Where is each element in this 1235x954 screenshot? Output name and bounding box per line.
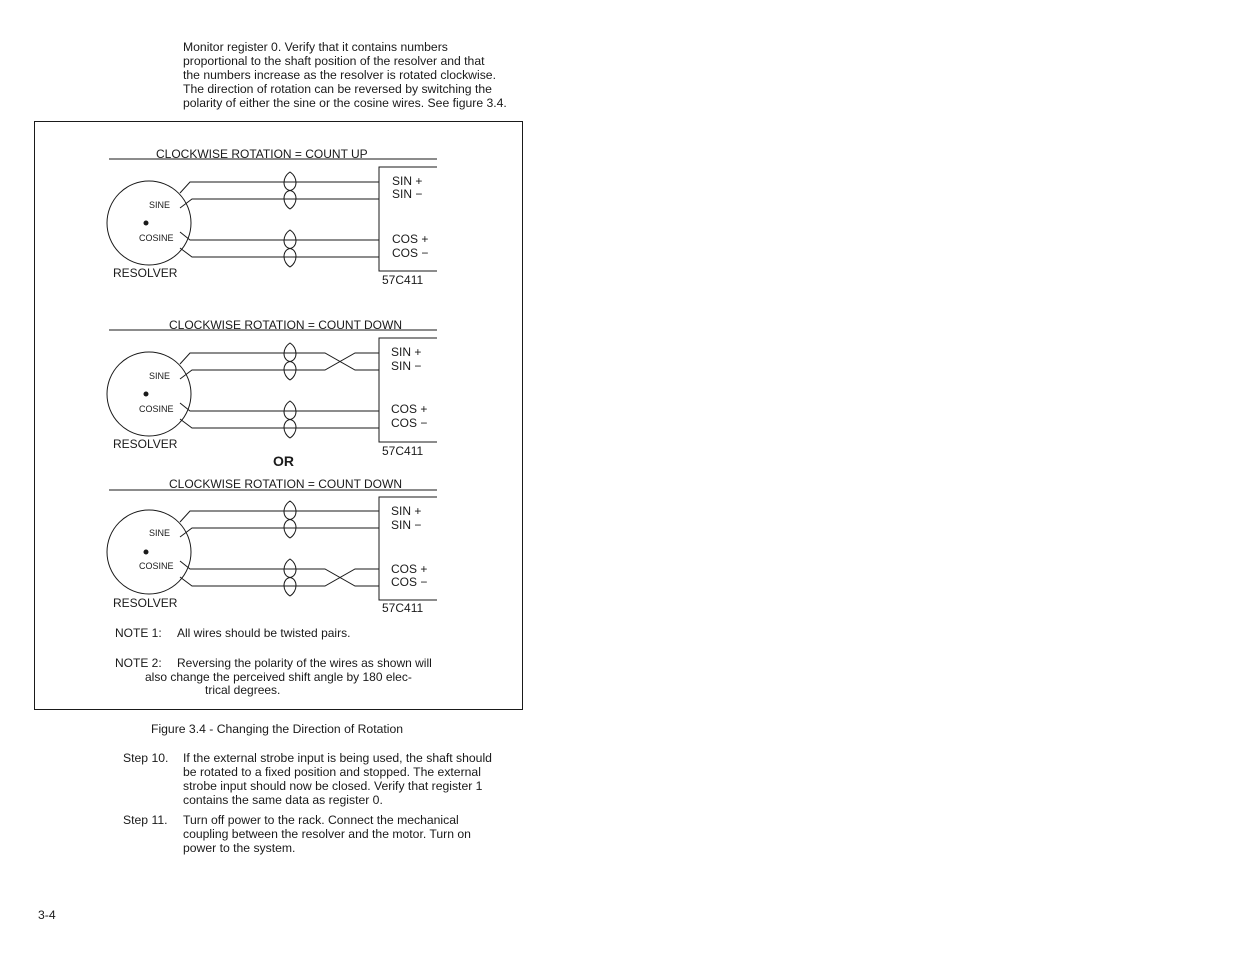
- panel-count-down-cosine: [107, 477, 437, 615]
- panel-heading: CLOCKWISE ROTATION = COUNT DOWN: [169, 477, 403, 491]
- module-label: 57C411: [382, 444, 424, 458]
- resolver-label: RESOLVER: [113, 596, 178, 610]
- sin-minus-label: SIN −: [391, 518, 422, 532]
- step-line: If the external strobe input is being used, the shaft should: [183, 751, 492, 765]
- sine-wires-crossed: [180, 353, 379, 379]
- shaft-dot: [144, 392, 149, 397]
- note2-label: NOTE 2:: [115, 656, 162, 670]
- cosine-label: COSINE: [139, 404, 174, 414]
- page-number: 3-4: [38, 908, 56, 922]
- module-label: 57C411: [382, 273, 424, 287]
- sine-wires: [180, 182, 379, 208]
- intro-paragraph: [183, 40, 523, 110]
- cos-minus-label: COS −: [391, 416, 428, 430]
- sine-wires: [180, 511, 379, 537]
- note2-line: also change the perceived shift angle by 180 elec-: [145, 670, 412, 684]
- sin-plus-label: SIN +: [391, 504, 422, 518]
- note1-label: NOTE 1:: [115, 626, 162, 640]
- twist-symbol: [284, 559, 296, 596]
- twist-symbol: [284, 343, 296, 380]
- panel-count-up: [107, 147, 437, 287]
- cos-minus-label: COS −: [392, 246, 429, 260]
- intro-line: polarity of either the sine or the cosine wires. See figure 3.4.: [183, 96, 507, 110]
- cos-plus-label: COS +: [392, 232, 429, 246]
- shaft-dot: [144, 550, 149, 555]
- panel-heading: CLOCKWISE ROTATION = COUNT DOWN: [169, 318, 403, 332]
- note2-line: Reversing the polarity of the wires as shown will: [177, 656, 432, 670]
- intro-line: the numbers increase as the resolver is rotated clockwise.: [183, 68, 496, 82]
- cosine-wires: [180, 403, 379, 428]
- panel-count-down-sine: [107, 318, 437, 458]
- step-line: be rotated to a fixed position and stopped. The external: [183, 765, 481, 779]
- cosine-label: COSINE: [139, 233, 174, 243]
- step-line: power to the system.: [183, 841, 296, 855]
- twist-symbol: [284, 230, 296, 267]
- cos-plus-label: COS +: [391, 562, 428, 576]
- intro-line: proportional to the shaft position of the resolver and that: [183, 54, 485, 68]
- wiring-diagram: [35, 122, 524, 711]
- panel-heading: CLOCKWISE ROTATION = COUNT UP: [156, 147, 368, 161]
- sine-label: SINE: [149, 528, 171, 538]
- cos-plus-label: COS +: [391, 402, 428, 416]
- module-label: 57C411: [382, 601, 424, 615]
- step-number: Step 10.: [123, 751, 169, 765]
- step-number: Step 11.: [123, 813, 168, 827]
- step-line: coupling between the resolver and the motor. Turn on: [183, 827, 471, 841]
- wiring-figure: [34, 121, 523, 710]
- note1-text: All wires should be twisted pairs.: [177, 626, 351, 640]
- sin-plus-label: SIN +: [392, 174, 423, 188]
- step-line: Turn off power to the rack. Connect the mechanical: [183, 813, 459, 827]
- twist-symbol: [284, 401, 296, 438]
- resolver-circle: [107, 181, 191, 265]
- twist-symbol: [284, 501, 296, 538]
- step-line: strobe input should now be closed. Verify that register 1: [183, 779, 483, 793]
- intro-line: The direction of rotation can be reversed by switching the: [183, 82, 492, 96]
- resolver-label: RESOLVER: [113, 437, 178, 451]
- shaft-dot: [144, 221, 149, 226]
- resolver-circle: [107, 352, 191, 436]
- intro-line: Monitor register 0. Verify that it contains numbers: [183, 40, 448, 54]
- cosine-label: COSINE: [139, 561, 174, 571]
- sin-minus-label: SIN −: [392, 187, 423, 201]
- sine-label: SINE: [149, 200, 171, 210]
- resolver-circle: [107, 510, 191, 594]
- step-body: [183, 751, 523, 807]
- figure-caption: Figure 3.4 - Changing the Direction of Rotation: [151, 722, 404, 736]
- cos-minus-label: COS −: [391, 575, 428, 589]
- step-body: [183, 813, 523, 855]
- sin-plus-label: SIN +: [391, 345, 422, 359]
- or-label: OR: [273, 453, 294, 469]
- sin-minus-label: SIN −: [391, 359, 422, 373]
- twist-symbol: [284, 172, 296, 209]
- step-line: contains the same data as register 0.: [183, 793, 383, 807]
- note2-line: trical degrees.: [205, 683, 281, 697]
- cosine-wires-crossed: [180, 561, 379, 586]
- sine-label: SINE: [149, 371, 171, 381]
- resolver-label: RESOLVER: [113, 266, 178, 280]
- cosine-wires: [180, 232, 379, 257]
